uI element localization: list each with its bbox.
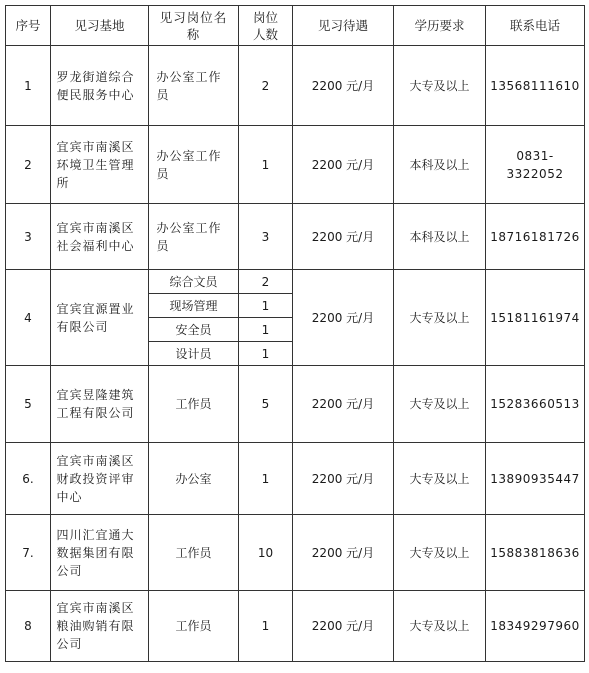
cell-pay: 2200 元/月: [293, 204, 394, 270]
cell-base-text: 宜宾市南溪区粮油购销有限公司: [56, 601, 135, 651]
cell-edu: 大专及以上: [394, 591, 486, 662]
cell-edu: 大专及以上: [394, 366, 486, 443]
cell-count: 1: [239, 443, 293, 515]
cell-base: [51, 126, 149, 204]
table-row: [6, 443, 585, 515]
cell-post: 工作员: [149, 366, 239, 443]
cell-phone: 0831-3322052: [486, 126, 585, 204]
cell-base-text: 罗龙街道综合便民服务中心: [56, 69, 135, 102]
cell-base-text: 宜宾宜源置业有限公司: [56, 301, 135, 334]
header-pay: 见习待遇: [293, 6, 394, 46]
cell-pay: 2200 元/月: [293, 515, 394, 591]
cell-base: [51, 46, 149, 126]
cell-edu: 本科及以上: [394, 126, 486, 204]
header-count: [239, 6, 293, 46]
cell-post: [149, 204, 239, 270]
cell-count: 10: [239, 515, 293, 591]
cell-phone: 15283660513: [486, 366, 585, 443]
cell-edu: 大专及以上: [394, 443, 486, 515]
cell-post: 综合文员: [149, 270, 239, 294]
cell-pay: 2200 元/月: [293, 46, 394, 126]
cell-post-text: 办公室工作员: [156, 220, 222, 253]
cell-post: 工作员: [149, 515, 239, 591]
header-count-text: 岗位人数: [252, 9, 278, 42]
table-row: [6, 366, 585, 443]
cell-count: 1: [239, 126, 293, 204]
cell-edu: 大专及以上: [394, 515, 486, 591]
cell-base: [51, 204, 149, 270]
cell-base: [51, 515, 149, 591]
table-row: [6, 270, 585, 294]
cell-base-text: 四川汇宜通大数据集团有限公司: [56, 527, 135, 578]
cell-seq: 2: [6, 126, 51, 204]
cell-pay: 2200 元/月: [293, 591, 394, 662]
cell-count: 1: [239, 342, 293, 366]
cell-base: [51, 443, 149, 515]
table-row: [6, 204, 585, 270]
cell-edu: 大专及以上: [394, 46, 486, 126]
cell-phone: 18349297960: [486, 591, 585, 662]
cell-seq: 8: [6, 591, 51, 662]
cell-seq: 3: [6, 204, 51, 270]
cell-count: 3: [239, 204, 293, 270]
cell-phone: 13568111610: [486, 46, 585, 126]
header-post-text: 见习岗位名称: [159, 9, 228, 42]
cell-base-text: 宜宾市南溪区社会福利中心: [56, 220, 135, 253]
cell-base-text: 宜宾市南溪区财政投资评审中心: [56, 453, 135, 504]
cell-count: 1: [239, 294, 293, 318]
header-post: [149, 6, 239, 46]
table-row: [6, 515, 585, 591]
cell-pay: 2200 元/月: [293, 126, 394, 204]
cell-pay: 2200 元/月: [293, 270, 394, 366]
cell-post: 安全员: [149, 318, 239, 342]
cell-pay: 2200 元/月: [293, 366, 394, 443]
cell-count: 1: [239, 318, 293, 342]
internship-table: [5, 5, 585, 662]
cell-count: 1: [239, 591, 293, 662]
cell-seq: 1: [6, 46, 51, 126]
cell-post: 现场管理: [149, 294, 239, 318]
header-edu: 学历要求: [394, 6, 486, 46]
cell-seq: 6.: [6, 443, 51, 515]
cell-phone: 13890935447: [486, 443, 585, 515]
cell-count: 2: [239, 46, 293, 126]
cell-post: [149, 46, 239, 126]
table-row: [6, 591, 585, 662]
cell-base: [51, 270, 149, 366]
cell-phone: 15181161974: [486, 270, 585, 366]
cell-base-text: 宜宾昱隆建筑工程有限公司: [56, 388, 135, 420]
header-phone: 联系电话: [486, 6, 585, 46]
cell-edu: 本科及以上: [394, 204, 486, 270]
cell-post-text: 办公室工作员: [156, 148, 222, 181]
cell-phone: 18716181726: [486, 204, 585, 270]
cell-post: [149, 126, 239, 204]
cell-base: [51, 591, 149, 662]
cell-base-text: 宜宾市南溪区环境卫生管理所: [56, 139, 135, 190]
cell-pay: 2200 元/月: [293, 443, 394, 515]
header-row: [6, 6, 585, 46]
header-seq: 序号: [6, 6, 51, 46]
cell-seq: 7.: [6, 515, 51, 591]
cell-post: 设计员: [149, 342, 239, 366]
cell-edu: 大专及以上: [394, 270, 486, 366]
cell-base: [51, 366, 149, 443]
cell-post: 工作员: [149, 591, 239, 662]
table-row: [6, 46, 585, 126]
cell-phone: 15883818636: [486, 515, 585, 591]
cell-seq: 4: [6, 270, 51, 366]
cell-post: 办公室: [149, 443, 239, 515]
table-row: [6, 126, 585, 204]
cell-post-text: 办公室工作员: [156, 69, 222, 102]
cell-count: 5: [239, 366, 293, 443]
cell-count: 2: [239, 270, 293, 294]
header-base: 见习基地: [51, 6, 149, 46]
cell-seq: 5: [6, 366, 51, 443]
